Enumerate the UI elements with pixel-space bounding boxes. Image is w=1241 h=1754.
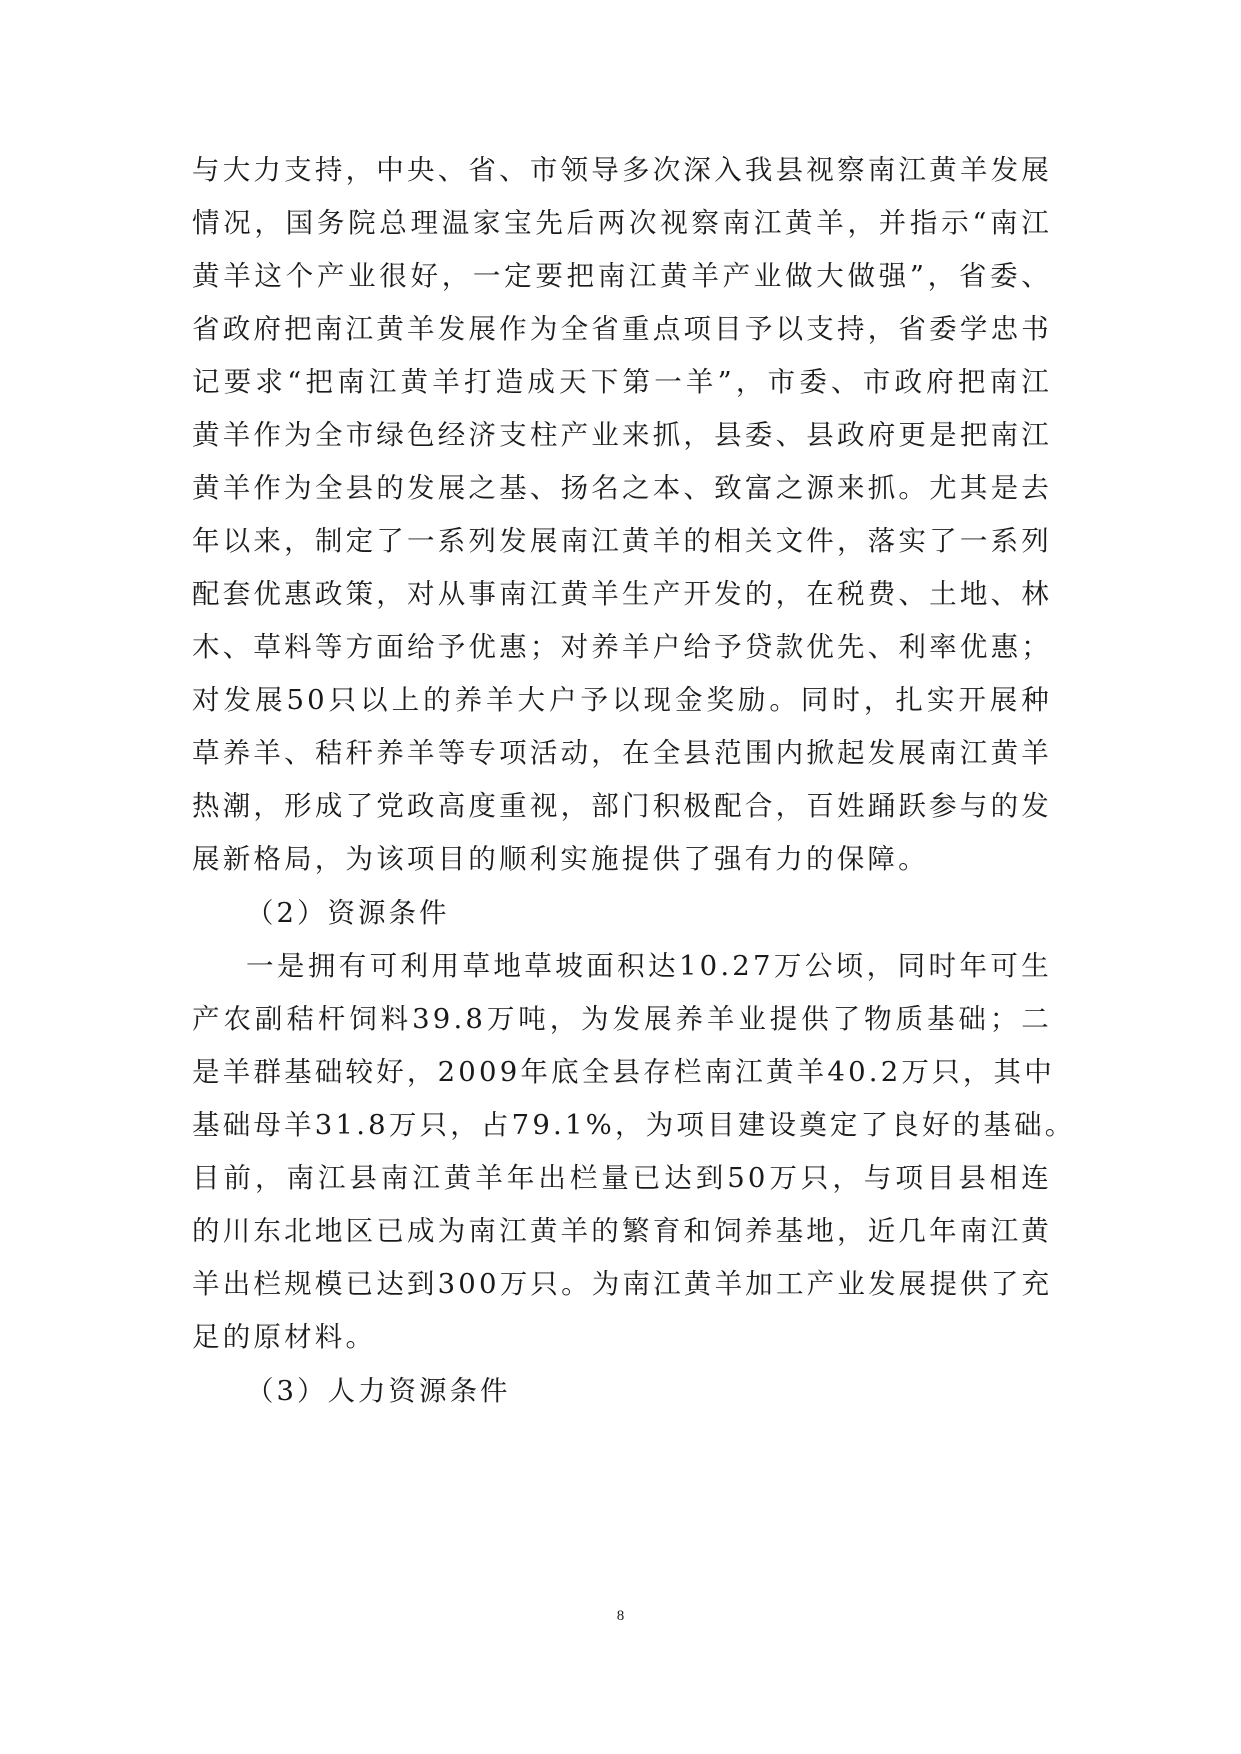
paragraph-1-line-3: 黄羊这个产业很好，一定要把南江黄羊产业做大做强”，省委、 <box>192 260 1052 292</box>
paragraph-2-line-5: 目前，南江县南江黄羊年出栏量已达到50万只，与项目县相连 <box>192 1162 1052 1194</box>
paragraph-1-line-13: 热潮，形成了党政高度重视，部门积极配合，百姓踊跃参与的发 <box>192 790 1052 822</box>
paragraph-2-line-8: 足的原材料。 <box>192 1321 377 1353</box>
paragraph-1-line-10: 木、草料等方面给予优惠；对养羊户给予贷款优先、利率优惠； <box>192 631 1052 663</box>
paragraph-2-line-6: 的川东北地区已成为南江黄羊的繁育和饲养基地，近几年南江黄 <box>192 1215 1052 1247</box>
paragraph-2-line-3: 是羊群基础较好，2009年底全县存栏南江黄羊40.2万只，其中 <box>192 1056 1055 1088</box>
paragraph-1-line-7: 黄羊作为全县的发展之基、扬名之本、致富之源来抓。尤其是去 <box>192 472 1052 504</box>
paragraph-1-line-11: 对发展50只以上的养羊大户予以现金奖励。同时，扎实开展种 <box>192 684 1052 716</box>
paragraph-1-line-6: 黄羊作为全市绿色经济支柱产业来抓，县委、县政府更是把南江 <box>192 419 1052 451</box>
section-heading-human-resources: （3）人力资源条件 <box>246 1375 511 1407</box>
paragraph-1-line-4: 省政府把南江黄羊发展作为全省重点项目予以支持，省委学忠书 <box>192 313 1052 345</box>
paragraph-1-line-12: 草养羊、秸秆养羊等专项活动，在全县范围内掀起发展南江黄羊 <box>192 737 1052 769</box>
paragraph-1-line-5: 记要求“把南江黄羊打造成天下第一羊”，市委、市政府把南江 <box>192 366 1052 398</box>
paragraph-1-line-9: 配套优惠政策，对从事南江黄羊生产开发的，在税费、土地、林 <box>192 578 1052 610</box>
paragraph-2-line-1: 一是拥有可利用草地草坡面积达10.27万公顷，同时年可生 <box>246 950 1052 982</box>
paragraph-2-line-2: 产农副秸杆饲料39.8万吨，为发展养羊业提供了物质基础；二 <box>192 1003 1052 1035</box>
paragraph-1-line-1: 与大力支持，中央、省、市领导多次深入我县视察南江黄羊发展 <box>192 154 1052 186</box>
section-heading-resource-conditions: （2）资源条件 <box>246 897 450 929</box>
paragraph-2-line-4: 基础母羊31.8万只，占79.1%，为项目建设奠定了良好的基础。 <box>192 1109 1076 1141</box>
paragraph-1-line-14: 展新格局，为该项目的顺利实施提供了强有力的保障。 <box>192 843 929 875</box>
paragraph-2-line-7: 羊出栏规模已达到300万只。为南江黄羊加工产业发展提供了充 <box>192 1268 1053 1300</box>
page-number: 8 <box>616 1608 625 1624</box>
paragraph-1-line-2: 情况，国务院总理温家宝先后两次视察南江黄羊，并指示“南江 <box>192 207 1053 239</box>
paragraph-1-line-8: 年以来，制定了一系列发展南江黄羊的相关文件，落实了一系列 <box>192 525 1052 557</box>
